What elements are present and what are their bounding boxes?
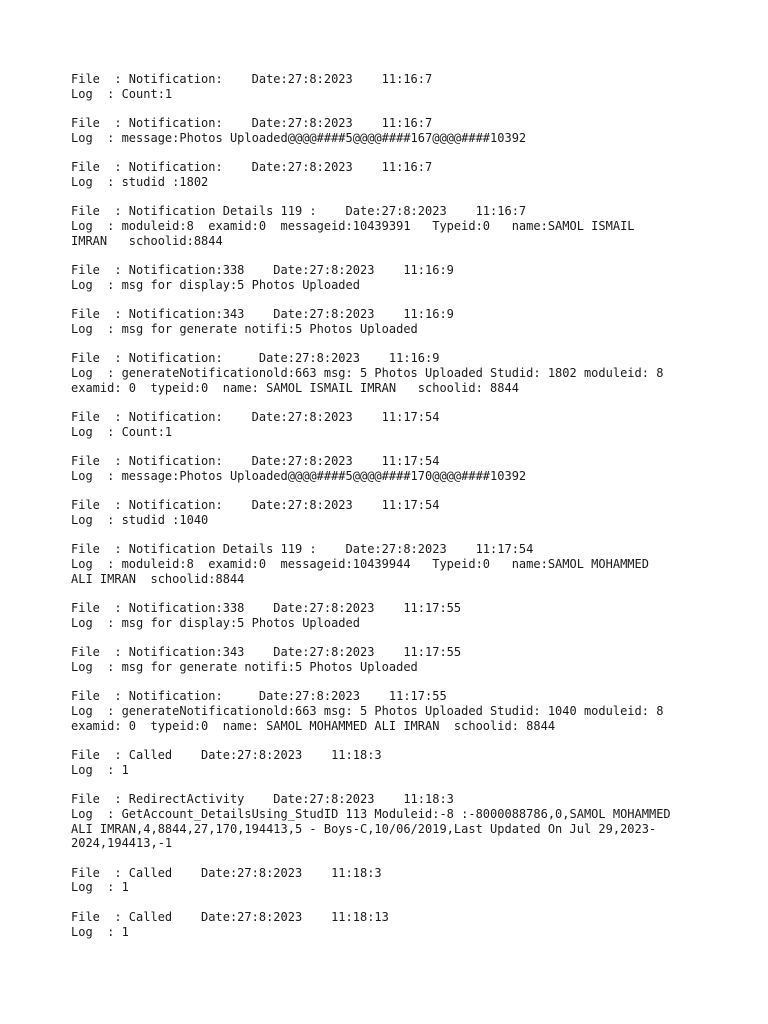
log-entry: [71, 748, 731, 777]
file-line: File : Notification:343 Date:27:8:2023 11:17:55: [71, 645, 462, 660]
log-entry: [71, 454, 731, 483]
log-line: Log : 1: [71, 762, 129, 777]
log-entry: [71, 866, 731, 895]
file-line: File : Notification Details 119 : Date:27:8:2023 11:16:7: [71, 204, 527, 219]
log-line: Log : msg for generate notifi:5 Photos Uploaded: [71, 659, 418, 674]
file-line: File : Notification: Date:27:8:2023 11:16:7: [71, 72, 433, 86]
file-line: File : Called Date:27:8:2023 11:18:13: [71, 909, 389, 924]
log-entry: [71, 410, 731, 439]
log-entry: [71, 351, 731, 395]
log-line: Log : msg for display:5 Photos Uploaded: [71, 615, 360, 630]
log-line: Log : message:Photos Uploaded@@@@####5@@@@####170@@@@####10392: [71, 468, 527, 483]
log-entry: [71, 601, 731, 630]
file-line: File : Notification:338 Date:27:8:2023 11:16:9: [71, 263, 454, 278]
log-line: Log : 1: [71, 880, 129, 895]
log-line: Log : generateNotificationold:663 msg: 5 Photos Uploaded Studid: 1040 moduleid: 8 examid: 0 typeid:0 name: SAMOL MOHAMMED ALI IMRAN schoolid: 8844: [71, 704, 664, 733]
log-line: Log : moduleid:8 examid:0 messageid:10439944 Typeid:0 name:SAMOL MOHAMMED ALI IMRAN schoolid:8844: [71, 557, 649, 586]
file-line: File : RedirectActivity Date:27:8:2023 11:18:3: [71, 792, 454, 807]
log-entry: [71, 910, 731, 939]
log-line: Log : message:Photos Uploaded@@@@####5@@@@####167@@@@####10392: [71, 130, 527, 145]
log-entry: [71, 542, 731, 586]
log-line: Log : Count:1: [71, 424, 173, 439]
log-line: Log : studid :1040: [71, 512, 209, 527]
file-line: File : Notification: Date:27:8:2023 11:17:54: [71, 454, 440, 469]
file-line: File : Notification: Date:27:8:2023 11:17:54: [71, 498, 440, 513]
log-entry: [71, 689, 731, 733]
log-entry: [71, 72, 731, 101]
file-line: File : Notification: Date:27:8:2023 11:16:9: [71, 351, 440, 366]
log-line: Log : msg for generate notifi:5 Photos Uploaded: [71, 321, 418, 336]
file-line: File : Notification: Date:27:8:2023 11:17:55: [71, 689, 447, 704]
log-line: Log : 1: [71, 924, 129, 939]
log-line: Log : generateNotificationold:663 msg: 5 Photos Uploaded Studid: 1802 moduleid: 8 examid: 0 typeid:0 name: SAMOL ISMAIL IMRAN schoolid: 8844: [71, 365, 664, 395]
file-line: File : Notification: Date:27:8:2023 11:17:54: [71, 410, 440, 425]
log-line: Log : Count:1: [71, 86, 173, 101]
log-line: Log : msg for display:5 Photos Uploaded: [71, 277, 360, 292]
log-line: Log : GetAccount_DetailsUsing_StudID 113 Moduleid:-8 :-8000088786,0,SAMOL MOHAMMED ALI IMRAN,4,8844,27,170,194413,5 - Boys-C,10/06/2019,Last Updated On Jul 29,2023- 2024,194413,-1: [71, 806, 671, 851]
file-line: File : Notification:343 Date:27:8:2023 11:16:9: [71, 307, 454, 322]
file-line: File : Notification:338 Date:27:8:2023 11:17:55: [71, 601, 462, 616]
file-line: File : Called Date:27:8:2023 11:18:3: [71, 865, 382, 880]
log-entry: [71, 307, 731, 336]
log-entry: [71, 645, 731, 674]
log-document: [71, 72, 731, 954]
log-entry: [71, 204, 731, 248]
file-line: File : Notification: Date:27:8:2023 11:16:7: [71, 160, 433, 175]
log-line: Log : studid :1802: [71, 174, 209, 189]
file-line: File : Notification Details 119 : Date:27:8:2023 11:17:54: [71, 542, 534, 557]
log-entry: [71, 792, 731, 851]
log-entry: [71, 498, 731, 527]
log-entry: [71, 160, 731, 189]
log-line: Log : moduleid:8 examid:0 messageid:10439391 Typeid:0 name:SAMOL ISMAIL IMRAN schoolid:8844: [71, 218, 635, 248]
file-line: File : Notification: Date:27:8:2023 11:16:7: [71, 116, 433, 131]
log-entry: [71, 263, 731, 292]
file-line: File : Called Date:27:8:2023 11:18:3: [71, 748, 382, 763]
log-entry: [71, 116, 731, 145]
